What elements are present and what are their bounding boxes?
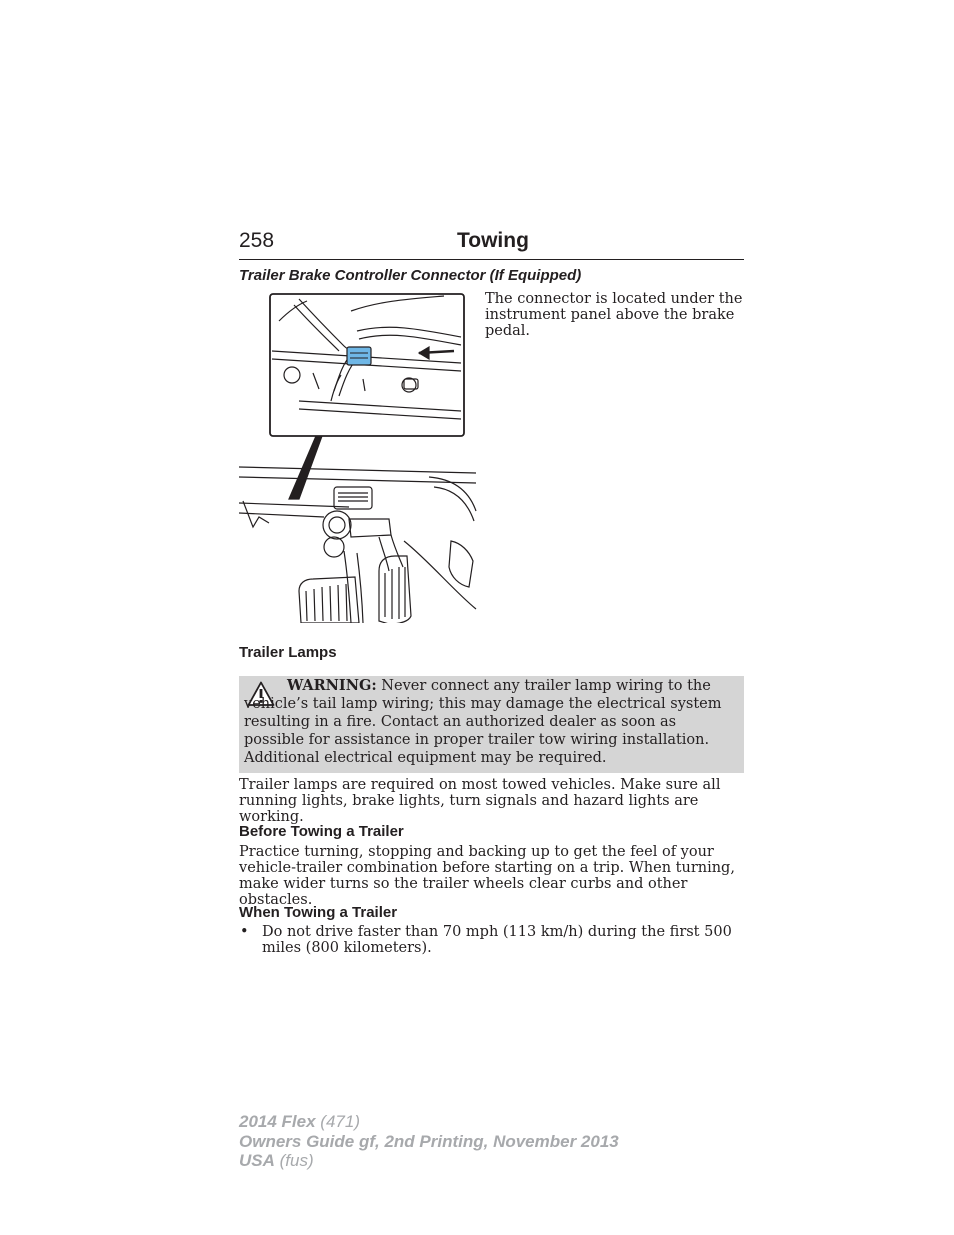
section-title: Trailer Brake Controller Connector (If Equipped)	[239, 267, 582, 284]
before-towing-body: Practice turning, stopping and backing up to get the feel of your vehicle-trailer combination before starting on a trip. When turning, make wider turns so the trailer wheels clear curbs and other obstacles.	[239, 844, 735, 908]
footer-market-code: (fus)	[279, 1151, 314, 1170]
warning-text-block	[244, 677, 736, 767]
connector-location-illustration	[239, 291, 479, 623]
trailer-lamps-heading: Trailer Lamps	[239, 644, 337, 661]
warning-box	[239, 676, 744, 773]
footer-guide: Owners Guide gf, 2nd Printing, November 2013	[239, 1131, 619, 1151]
footer-model: 2014 Flex	[239, 1112, 316, 1131]
warning-text: Never connect any trailer lamp wiring to the vehicle’s tail lamp wiring; this may damage the electrical system resulting in a fire. Contact an authorized dealer as soon as possible for assistance in proper trailer tow wiring installation. Additional electrical equipment may be required.	[244, 678, 722, 766]
footer	[239, 1112, 619, 1171]
footer-model-code: (471)	[320, 1112, 360, 1131]
header-rule	[239, 259, 744, 260]
warning-label: WARNING:	[287, 677, 377, 694]
footer-line-guide	[239, 1132, 619, 1152]
before-towing-heading: Before Towing a Trailer	[239, 823, 404, 840]
footer-line-market	[239, 1151, 619, 1171]
footer-line-model	[239, 1112, 619, 1132]
bullet-marker: •	[240, 924, 249, 940]
footer-market: USA	[239, 1151, 275, 1170]
trailer-lamps-body: Trailer lamps are required on most towed vehicles. Make sure all running lights, brake lights, turn signals and hazard lights are working.	[239, 777, 721, 825]
figure-caption: The connector is located under the instrument panel above the brake pedal.	[485, 291, 743, 339]
page-number: 258	[239, 229, 275, 252]
speed-limit-bullet: Do not drive faster than 70 mph (113 km/h) during the first 500 miles (800 kilometers).	[262, 924, 732, 956]
chapter-title: Towing	[457, 229, 529, 252]
when-towing-heading: When Towing a Trailer	[239, 904, 398, 921]
